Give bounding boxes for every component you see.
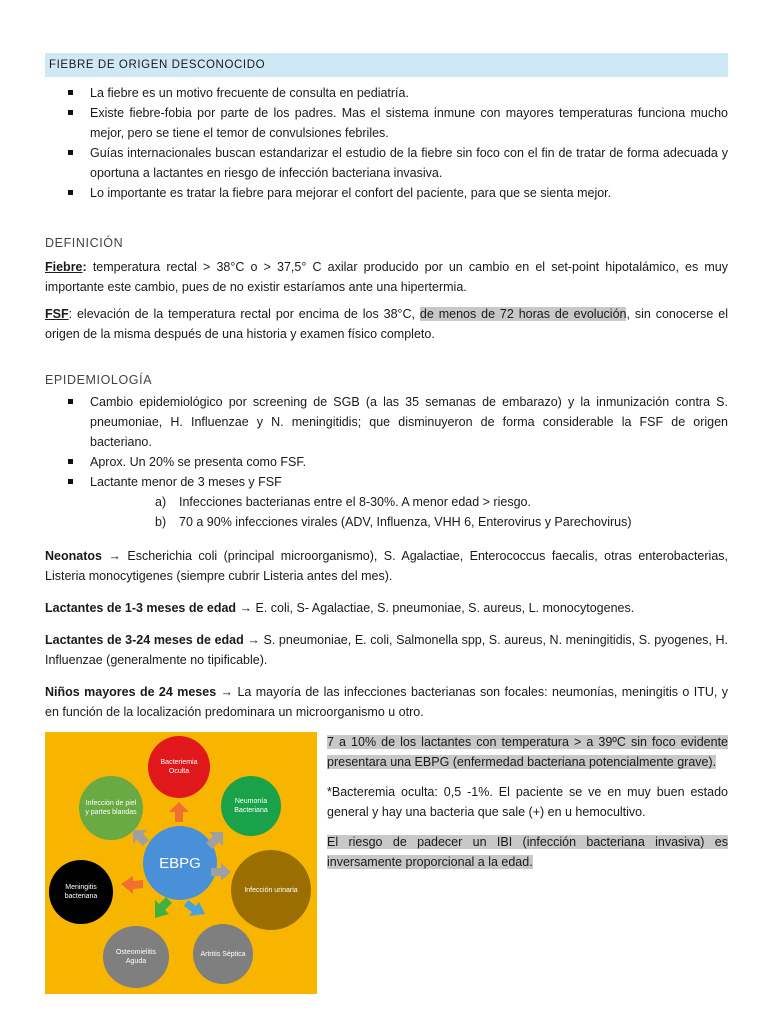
definicion-heading: DEFINICIÓN xyxy=(45,236,124,250)
epidemiologia-bullet-list xyxy=(45,392,728,492)
arrow-glyph: → xyxy=(216,685,238,699)
age-group-term: Lactantes de 3-24 meses de edad xyxy=(45,633,244,647)
ebpg-diagram xyxy=(45,732,317,994)
fsf-term: FSF xyxy=(45,307,69,321)
age-group-3-24 xyxy=(45,630,728,670)
node-label: Infección urinaria xyxy=(244,886,298,894)
highlight-text: El riesgo de padecer un IBI (infección bacteriana invasiva) es inversamente proporcional a la edad. xyxy=(327,835,728,869)
age-group-neonatos xyxy=(45,546,728,586)
arrow-glyph: → xyxy=(101,549,128,563)
age-group-text: La mayoría de las infecciones bacterianas son focales: neumonías, meningitis o ITU, y en función de la localización predominara un microorganismo u otro. xyxy=(45,685,728,719)
epidemiologia-heading: EPIDEMIOLOGÍA xyxy=(45,373,153,387)
document-page xyxy=(45,53,728,722)
list-item: Guías internacionales buscan estandarizar el estudio de la fiebre sin foco con el fin de tratar de forma adecuada y oportuna a lactantes en riesgo de infección bacteriana invasiva. xyxy=(45,143,728,183)
sub-item-text: 70 a 90% infecciones virales (ADV, Influenza, VHH 6, Enterovirus y Parechovirus) xyxy=(179,515,632,529)
age-group-text: S. pneumoniae, E. coli, Salmonella spp, S. aureus, N. meningitidis, S. pyogenes, H. Influenzae (generalmente no tipificable). xyxy=(45,633,729,667)
diagram-center-label: EBPG xyxy=(159,854,201,872)
node-bacteriemia xyxy=(148,736,210,798)
side-note-3 xyxy=(327,832,728,872)
node-label: Meningitis bacteriana xyxy=(64,884,98,900)
arrow-glyph: → xyxy=(243,633,264,647)
node-neumonia xyxy=(221,776,281,836)
fsf-highlight: de menos de 72 horas de evolución xyxy=(419,307,627,321)
intro-bullet-list xyxy=(45,83,728,203)
list-item: Existe fiebre-fobia por parte de los padres. Mas el sistema inmune con mayores temperaturas funciona mucho mejor, pero se tiene el temor de convulsiones febriles. xyxy=(45,103,728,143)
node-label: Osteomielitis Aguda xyxy=(115,949,157,965)
node-artritis xyxy=(193,924,253,984)
list-item: La fiebre es un motivo frecuente de consulta en pediatría. xyxy=(45,83,728,103)
age-group-term: Niños mayores de 24 meses xyxy=(45,685,217,699)
arrow-icon xyxy=(121,876,143,894)
arrow-icon xyxy=(133,830,149,846)
fiebre-term: Fiebre xyxy=(45,260,83,274)
list-item: Cambio epidemiológico por screening de SGB (a las 35 semanas de embarazo) y la inmunización contra S. pneumoniae, H. Influenzae y N. meningitidis; que disminuyeron de forma considerable la FSF de origen bacteriano. xyxy=(45,392,728,452)
fsf-definition xyxy=(45,304,728,344)
node-label: Artritis Séptica xyxy=(200,950,246,958)
side-notes xyxy=(327,732,728,882)
age-group-1-3 xyxy=(45,598,728,618)
age-group-term: Lactantes de 1-3 meses de edad xyxy=(45,601,237,615)
sub-list xyxy=(45,492,728,532)
arrow-glyph: → xyxy=(236,601,256,615)
fsf-text-a: : elevación de la temperatura rectal por encima de los 38°C, xyxy=(68,307,420,321)
node-infeccion-urinaria xyxy=(231,850,311,930)
list-item xyxy=(45,512,728,532)
list-item: Aprox. Un 20% se presenta como FSF. xyxy=(45,452,728,472)
colon: : xyxy=(82,260,87,274)
arrow-icon xyxy=(155,897,172,918)
node-osteomielitis xyxy=(103,926,169,988)
arrow-icon xyxy=(184,900,205,916)
node-label: Infección de piel y partes blandas xyxy=(85,800,137,816)
section-header-bar: FIEBRE DE ORIGEN DESCONOCIDO xyxy=(45,53,728,77)
age-group-text: Escherichia coli (principal microorganismo), S. Agalactiae, Enterococcus faecalis, otras enterobacterias, Listeria monocytigenes (siempre cubrir Listeria antes del mes). xyxy=(45,549,729,583)
side-note-2: *Bacteremia oculta: 0,5 -1%. El paciente se ve en muy buen estado general y hay una bacteria que sale (+) en u hemocultivo. xyxy=(327,785,728,819)
sub-item-text: Infecciones bacterianas entre el 8-30%. A menor edad > riesgo. xyxy=(179,495,531,509)
node-meningitis xyxy=(49,860,113,924)
age-group-24 xyxy=(45,682,728,722)
list-item xyxy=(45,492,728,512)
age-group-term: Neonatos xyxy=(45,549,102,563)
side-note-1 xyxy=(327,732,728,772)
node-piel xyxy=(79,776,143,840)
list-item: Lactante menor de 3 meses y FSF xyxy=(45,472,728,492)
bottom-section xyxy=(45,732,728,994)
fsf-text-b: , sin conocerse el origen de la misma después de una historia y examen físico completo. xyxy=(45,307,728,341)
sub-item-label: b) xyxy=(155,515,167,529)
diagram-center-circle xyxy=(143,826,217,900)
fiebre-text: temperatura rectal > 38°C o > 37,5° C axilar producido por un cambio en el set-point hipotalámico, es muy importante este cambio, pues de no existir estaríamos ante una hipertermia. xyxy=(45,260,728,294)
node-label: Neumonía Bacteriana xyxy=(234,798,268,814)
list-item: Lo importante es tratar la fiebre para mejorar el confort del paciente, para que se sienta mejor. xyxy=(45,183,728,203)
fiebre-definition xyxy=(45,257,728,297)
sub-item-label: a) xyxy=(155,495,167,509)
arrow-icon xyxy=(169,802,189,822)
highlight-text: 7 a 10% de los lactantes con temperatura > a 39ºC sin foco evidente presentara una EBPG (enfermedad bacteriana potencialmente grave). xyxy=(327,735,728,769)
node-label: Bacteriemia Oculta xyxy=(160,759,198,775)
age-group-text: E. coli, S- Agalactiae, S. pneumoniae, S. aureus, L. monocytogenes. xyxy=(255,601,635,615)
